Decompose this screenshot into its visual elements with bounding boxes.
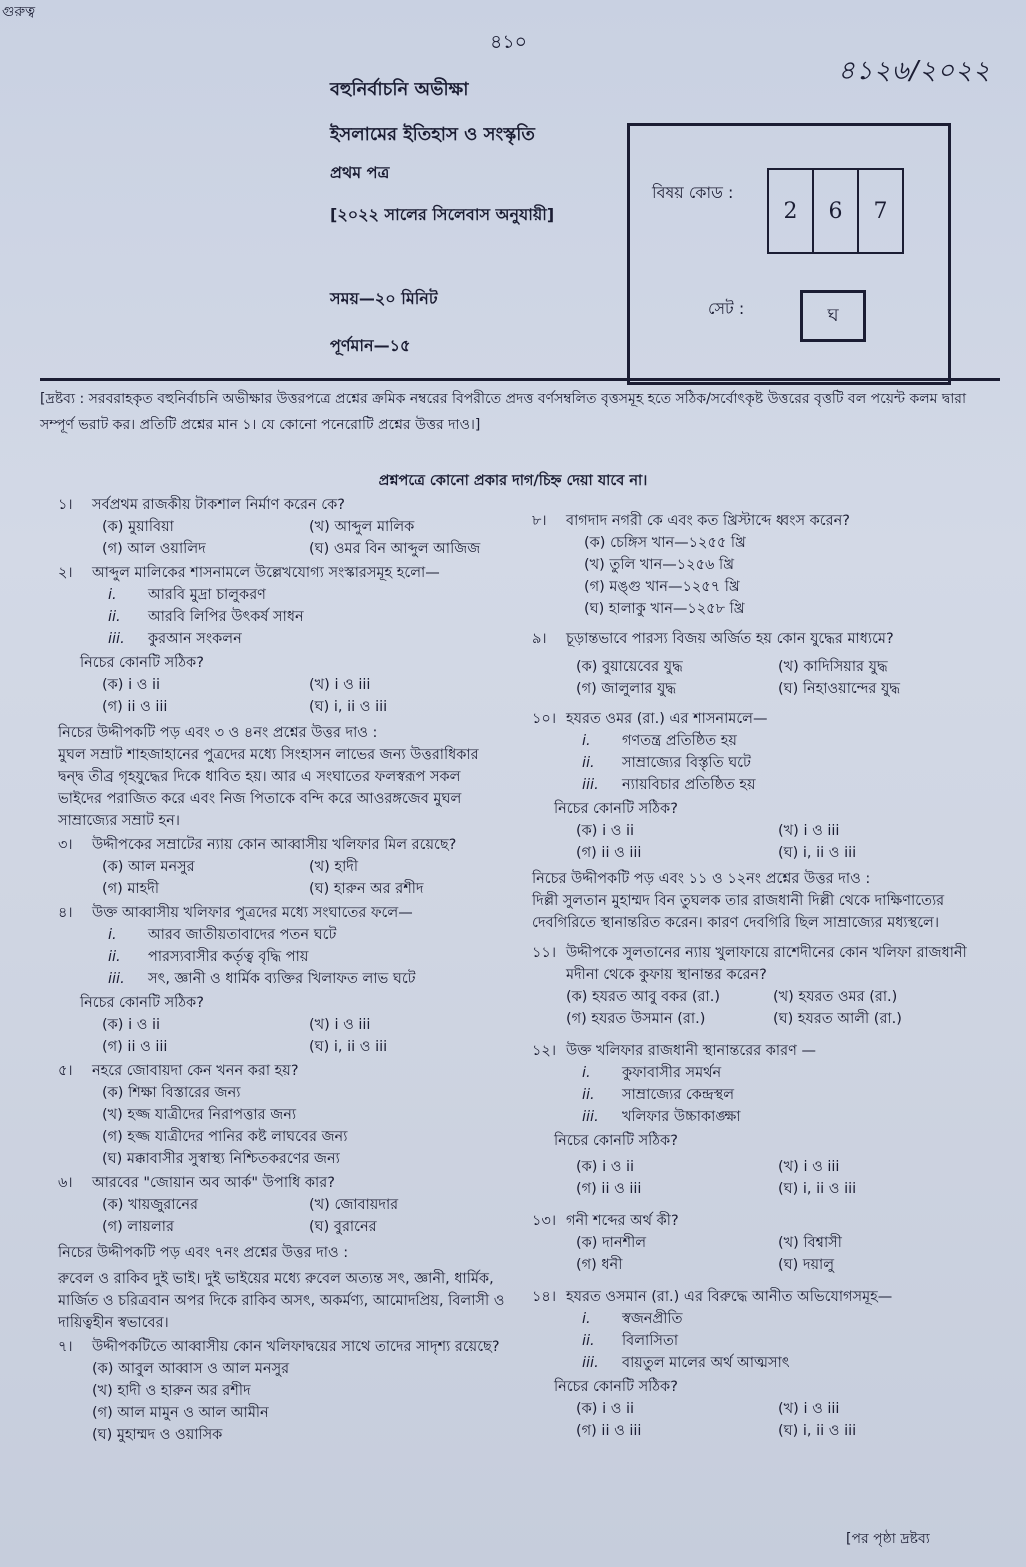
corner-mark: গুরুত্ব	[2, 4, 36, 20]
option: (ঘ) i, ii ও iii	[778, 1181, 857, 1197]
statement: i. কুফাবাসীর সমর্থন	[582, 1065, 722, 1081]
option: (খ) তুলি খান—১২৫৬ খ্রি	[584, 557, 734, 573]
question-4: ৪। উক্ত আব্বাসীয় খলিফার পুত্রদের মধ্যে সংঘাতের ফলে—	[58, 902, 508, 924]
statement: ii. বিলাসিতা	[582, 1333, 679, 1349]
options	[532, 1156, 972, 1200]
statement: i. আরব জাতীয়তাবাদের পতন ঘটে	[108, 927, 337, 943]
instruction-note: [দ্রষ্টব্য : সরবরাহকৃত বহুনির্বাচনি অভীক্ষার উত্তরপত্রে প্রশ্নের ক্রমিক নম্বরের বিপরীতে প্রদত্ত বর্ণসম্বলিত বৃত্তসমূহ হতে সঠিক/সর্বোৎকৃষ্ট উত্তরের বৃত্তটি বল পয়েন্ট কলম দ্বারা সম্পূর্ণ ভরাট কর। প্রতিটি প্রশ্নের মান ১। যে কোনো পনেরোটি প্রশ্নের উত্তর দাও।]	[40, 391, 967, 433]
which-correct: নিচের কোনটি সঠিক?	[80, 995, 204, 1011]
option: (ক) আল মনসুর	[102, 859, 195, 875]
options	[532, 1232, 972, 1276]
option: (খ) i ও iii	[778, 1401, 840, 1417]
option: (খ) হজ্জ যাত্রীদের নিরাপত্তার জন্য	[102, 1107, 297, 1123]
question-8: ৮। বাগদাদ নগরী কে এবং কত খ্রিস্টাব্দে ধ্বংস করেন?	[532, 510, 972, 532]
question-text: গনী শব্দের অর্থ কী?	[566, 1213, 679, 1229]
option: (খ) i ও iii	[309, 677, 371, 693]
option: (ঘ) বুরানের	[309, 1219, 377, 1235]
statement: iii. ন্যায়বিচার প্রতিষ্ঠিত হয়	[582, 777, 756, 793]
set-label: সেট :	[708, 299, 745, 318]
question-13: ১৩। গনী শব্দের অর্থ কী?	[532, 1210, 972, 1232]
question-9: ৯। চূড়ান্তভাবে পারস্য বিজয় অর্জিত হয় কোন যুদ্ধের মাধ্যমে?	[532, 628, 972, 650]
option: (ক) শিক্ষা বিস্তারের জন্য	[102, 1085, 241, 1101]
next-page-note: [পর পৃষ্ঠা দ্রষ্টব্য	[846, 1531, 930, 1547]
option: (খ) বিশ্বাসী	[778, 1235, 842, 1251]
option: (ক) বুয়ায়েবের যুদ্ধ	[576, 659, 683, 675]
statement: ii. সাম্রাজ্যের কেন্দ্রস্থল	[582, 1087, 735, 1103]
option: (খ) হাদী ও হারুন অর রশীদ	[92, 1383, 251, 1399]
question-text: উদ্দীপকটিতে আব্বাসীয় কোন খলিফাদ্বয়ের সাথে তাদের সাদৃশ্য রয়েছে?	[92, 1339, 500, 1355]
question-text: হযরত ওসমান (রা.) এর বিরুদ্ধে আনীত অভিযোগসমূহ—	[566, 1289, 893, 1305]
option: (খ) হাদী	[309, 859, 359, 875]
question-text: উদ্দীপকে সুলতানের ন্যায় খুলাফায়ে রাশেদীনের কোন খলিফা রাজধানী মদীনা থেকে কুফায় স্থানান্তর করেন?	[566, 945, 967, 983]
question-12: ১২। উক্ত খলিফার রাজধানী স্থানান্তরের কারণ —	[532, 1040, 972, 1062]
question-6: ৬। আরবের "জোয়ান অব আর্ক" উপাধি কার?	[58, 1172, 508, 1194]
subject-code-digits	[767, 168, 904, 254]
question-text: চূড়ান্তভাবে পারস্য বিজয় অর্জিত হয় কোন যুদ্ধের মাধ্যমে?	[566, 631, 894, 647]
question-text: উক্ত খলিফার রাজধানী স্থানান্তরের কারণ —	[566, 1043, 816, 1059]
code-digit: 2	[769, 170, 814, 252]
stimulus-intro: নিচের উদ্দীপকটি পড় এবং ৩ ও ৪নং প্রশ্নের উত্তর দাও :	[58, 725, 378, 741]
question-code: ৪১২৬/২০২২	[838, 56, 991, 86]
question-3: ৩। উদ্দীপকের সম্রাটের ন্যায় কোন আব্বাসীয় খলিফার মিল রয়েছে?	[58, 834, 508, 856]
option: (ঘ) হযরত আলী (রা.)	[773, 1011, 902, 1027]
option: (গ) লায়লার	[102, 1219, 174, 1235]
option: (ক) খায়জুরানের	[102, 1197, 198, 1213]
option: (খ) হযরত ওমর (রা.)	[773, 989, 898, 1005]
subject-code-label: বিষয় কোড :	[652, 183, 734, 202]
question-text: আরবের "জোয়ান অব আর্ক" উপাধি কার?	[92, 1175, 335, 1191]
options	[58, 1014, 508, 1058]
stimulus-intro: নিচের উদ্দীপকটি পড় এবং ১১ ও ১২নং প্রশ্নের উত্তর দাও :	[532, 871, 871, 887]
option: (ঘ) ওমর বিন আব্দুল আজিজ	[309, 541, 481, 557]
which-correct: নিচের কোনটি সঠিক?	[80, 655, 204, 671]
option: (ঘ) নিহাওয়ান্দের যুদ্ধ	[778, 681, 900, 697]
question-2: ২। আব্দুল মালিকের শাসনামলে উল্লেখযোগ্য সংস্কারসমূহ হলো—	[58, 562, 508, 584]
syllabus-note: [২০২২ সালের সিলেবাস অনুযায়ী]	[330, 205, 555, 224]
which-correct: নিচের কোনটি সঠিক?	[554, 1379, 678, 1395]
option: (ক) দানশীল	[576, 1235, 647, 1251]
option: (খ) আব্দুল মালিক	[309, 519, 415, 535]
option: (গ) হজ্জ যাত্রীদের পানির কষ্ট লাঘবের জন্য	[102, 1129, 348, 1145]
options	[58, 674, 508, 718]
option: (ঘ) i, ii ও iii	[778, 845, 857, 861]
question-14: ১৪। হযরত ওসমান (রা.) এর বিরুদ্ধে আনীত অভিযোগসমূহ—	[532, 1286, 972, 1308]
statement: i. আরবি মুদ্রা চালুকরণ	[108, 587, 266, 603]
stimulus-text: দিল্লী সুলতান মুহাম্মদ বিন তুঘলক তার রাজধানী দিল্লী থেকে দাক্ষিণাত্যের দেবগিরিতে স্থানান্তরিত করেন। কারণ দেবগিরি ছিল সাম্রাজ্যের মধ্যস্থলে।	[532, 893, 945, 931]
option: (ক) মুয়াবিয়া	[102, 519, 174, 535]
option: (ক) i ও ii	[102, 1017, 161, 1033]
statement: iii. বায়তুল মালের অর্থ আত্মসাৎ	[582, 1355, 790, 1371]
question-text: নহরে জোবায়দা কেন খনন করা হয়?	[92, 1063, 299, 1079]
option: (গ) ii ও iii	[576, 1181, 642, 1197]
which-correct: নিচের কোনটি সঠিক?	[554, 801, 678, 817]
question-text: উদ্দীপকের সম্রাটের ন্যায় কোন আব্বাসীয় খলিফার মিল রয়েছে?	[92, 837, 457, 853]
option: (ক) আবুল আব্বাস ও আল মনসুর	[92, 1361, 290, 1377]
statement: i. স্বজনপ্রীতি	[582, 1311, 683, 1327]
option: (খ) কাদিসিয়ার যুদ্ধ	[778, 659, 888, 675]
statement: ii. আরবি লিপির উৎকর্ষ সাধন	[108, 609, 304, 625]
option: (খ) i ও iii	[778, 1159, 840, 1175]
statement: i. গণতন্ত্র প্রতিষ্ঠিত হয়	[582, 733, 737, 749]
question-text: আব্দুল মালিকের শাসনামলে উল্লেখযোগ্য সংস্কারসমূহ হলো—	[92, 565, 440, 581]
options	[532, 1398, 972, 1442]
stimulus-intro: নিচের উদ্দীপকটি পড় এবং ৭নং প্রশ্নের উত্তর দাও :	[58, 1245, 349, 1261]
option: (ঘ) i, ii ও iii	[778, 1423, 857, 1439]
option: (গ) আল মামুন ও আল আমীন	[92, 1405, 269, 1421]
no-mark-notice: প্রশ্নপত্রে কোনো প্রকার দাগ/চিহ্ন দেয়া যাবে না।	[378, 473, 648, 489]
question-5: ৫। নহরে জোবায়দা কেন খনন করা হয়?	[58, 1060, 508, 1082]
question-11: ১১। উদ্দীপকে সুলতানের ন্যায় খুলাফায়ে রাশেদীনের কোন খলিফা রাজধানী মদীনা থেকে কুফায় স্থানান্তর করেন?	[532, 942, 972, 986]
options	[58, 1194, 508, 1238]
option: (ঘ) মক্কাবাসীর সুস্বাস্থ্য নিশ্চিতকরণের জন্য	[102, 1151, 340, 1167]
which-correct: নিচের কোনটি সঠিক?	[554, 1133, 678, 1149]
option: (গ) মঙ্গু খান—১২৫৭ খ্রি	[584, 579, 740, 595]
question-text: উক্ত আব্বাসীয় খলিফার পুত্রদের মধ্যে সংঘাতের ফলে—	[92, 905, 413, 921]
statement: iii. সৎ, জ্ঞানী ও ধার্মিক ব্যক্তির খিলাফত লাভ ঘটে	[108, 971, 416, 987]
set-value: ঘ	[800, 290, 866, 342]
question-text: হযরত ওমর (রা.) এর শাসনামলে—	[566, 711, 768, 727]
option: (ক) হযরত আবু বকর (রা.)	[566, 989, 720, 1005]
statement: ii. সাম্রাজ্যের বিস্তৃতি ঘটে	[582, 755, 751, 771]
options	[58, 1082, 508, 1170]
time-allowed: সময়—২০ মিনিট	[330, 289, 438, 308]
option: (গ) জালুলার যুদ্ধ	[576, 681, 676, 697]
statement: iii. কুরআন সংকলন	[108, 631, 242, 647]
option: (ঘ) দয়ালু	[778, 1257, 835, 1273]
option: (ঘ) i, ii ও iii	[309, 1039, 388, 1055]
question-7: ৭। উদ্দীপকটিতে আব্বাসীয় কোন খলিফাদ্বয়ের সাথে তাদের সাদৃশ্য রয়েছে?	[58, 1336, 508, 1358]
question-1: ১। সর্বপ্রথম রাজকীয় টাকশাল নির্মাণ করেন কে?	[58, 494, 508, 516]
option: (গ) হযরত উসমান (রা.)	[566, 1011, 706, 1027]
option: (ঘ) হালাকু খান—১২৫৮ খ্রি	[584, 601, 745, 617]
option: (ক) i ও ii	[102, 677, 161, 693]
paper-title: প্রথম পত্র	[330, 163, 390, 182]
page-number: ৪১০	[490, 31, 528, 53]
statement: ii. পারস্যবাসীর কর্তৃত্ব বৃদ্ধি পায়	[108, 949, 309, 965]
option: (গ) মাহদী	[102, 881, 160, 897]
stimulus-text: রুবেল ও রাকিব দুই ভাই। দুই ভাইয়ের মধ্যে রুবেল অত্যন্ত সৎ, জ্ঞানী, ধার্মিক, মার্জিত ও চরিত্রবান অপর দিকে রাকিব অসৎ, অকর্মণ্য, আমোদপ্রিয়, বিলাসী ও দায়িত্বহীন স্বভাবের।	[58, 1271, 505, 1331]
option: (ক) চেঙ্গিস খান—১২৫৫ খ্রি	[584, 535, 746, 551]
option: (ঘ) i, ii ও iii	[309, 699, 388, 715]
option: (গ) ধনী	[576, 1257, 623, 1273]
question-text: বাগদাদ নগরী কে এবং কত খ্রিস্টাব্দে ধ্বংস করেন?	[566, 513, 850, 529]
option: (খ) i ও iii	[778, 823, 840, 839]
option: (ক) i ও ii	[576, 1159, 635, 1175]
left-column	[58, 492, 508, 1446]
options	[58, 856, 508, 900]
subject-code-box	[627, 123, 951, 385]
option: (ক) i ও ii	[576, 1401, 635, 1417]
right-column	[532, 508, 972, 1442]
option: (গ) আল ওয়ালিদ	[102, 541, 206, 557]
header-rule	[40, 378, 1000, 381]
question-10: ১০। হযরত ওমর (রা.) এর শাসনামলে—	[532, 708, 972, 730]
option: (গ) ii ও iii	[102, 1039, 168, 1055]
exam-type: বহুনির্বাচনি অভীক্ষা	[330, 79, 469, 100]
option: (ঘ) মুহাম্মদ ও ওয়াসিক	[92, 1427, 223, 1443]
option: (ঘ) হারুন অর রশীদ	[309, 881, 424, 897]
code-digit: 7	[873, 198, 888, 224]
options	[532, 986, 972, 1030]
code-digit: 6	[814, 170, 859, 252]
options	[58, 1358, 508, 1446]
option: (গ) ii ও iii	[102, 699, 168, 715]
options	[532, 656, 972, 700]
option: (গ) ii ও iii	[576, 1423, 642, 1439]
options	[58, 516, 508, 560]
options	[532, 820, 972, 864]
subject-title: ইসলামের ইতিহাস ও সংস্কৃতি	[330, 124, 535, 145]
question-text: সর্বপ্রথম রাজকীয় টাকশাল নির্মাণ করেন কে?	[92, 497, 345, 513]
options	[532, 532, 972, 620]
option: (খ) জোবায়দার	[309, 1197, 399, 1213]
statement: iii. খলিফার উচ্চাকাঙ্ক্ষা	[582, 1109, 741, 1125]
option: (খ) i ও iii	[309, 1017, 371, 1033]
full-marks: পূর্ণমান—১৫	[330, 336, 411, 355]
option: (গ) ii ও iii	[576, 845, 642, 861]
stimulus-text: মুঘল সম্রাট শাহজাহানের পুত্রদের মধ্যে সিংহাসন লাভের জন্য উত্তরাধিকার দ্বন্দ্ব তীব্র গৃহযুদ্ধের দিকে ধাবিত হয়। আর এ সংঘাতের ফলস্বরূপ সকল ভাইদের পরাজিত করে এবং নিজ পিতাকে বন্দি করে আওরঙ্গজেব মুঘল সাম্রাজ্যের সম্রাট হন।	[58, 747, 479, 829]
option: (ক) i ও ii	[576, 823, 635, 839]
